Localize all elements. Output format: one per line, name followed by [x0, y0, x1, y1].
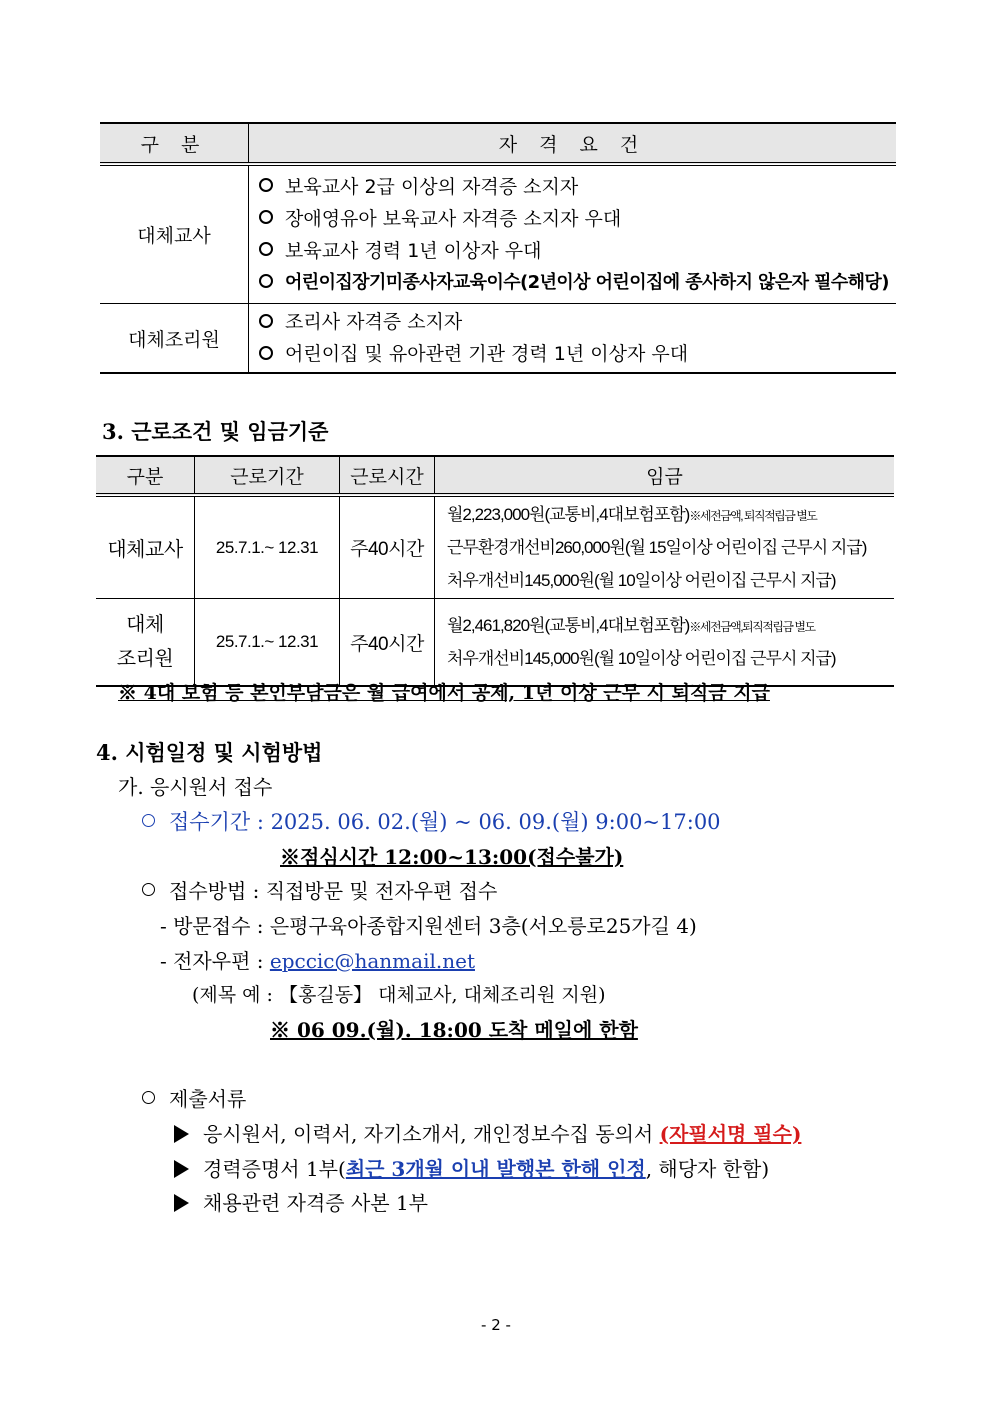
wage-extra: 처우개선비145,000원(월 10일이상 어린이집 근무시 지급) [447, 571, 836, 590]
circle-bullet-icon [259, 314, 273, 328]
circle-bullet-icon [259, 242, 273, 256]
document-item: 채용관련 자격증 사본 1부 [174, 1187, 428, 1216]
requirement-item: 조리사 자격증 소지자 [249, 306, 896, 338]
table-row [100, 164, 896, 304]
wage-main: 월2,461,820원(교통비,4대보험포함)※세전금액,퇴직적립금 별도 [447, 616, 815, 635]
requirement-item: 보육교사 2급 이상의 자격증 소지자 [249, 171, 896, 203]
row-category: 대체교사 [96, 495, 195, 599]
wage-main: 월2,223,000원(교통비,4대보험포함)※세전금액, 퇴직적립금 별도 [447, 505, 817, 524]
table-row [96, 599, 894, 687]
row-hours: 주40시간 [340, 599, 435, 687]
circle-bullet-icon [259, 274, 273, 288]
wage-footnote: ※ 4대 보험 등 본인부담금은 월 급여에서 공제, 1년 이상 근무 시 퇴직금 지급 [118, 682, 770, 704]
circle-bullet-icon [259, 346, 273, 360]
email-link[interactable]: epccic@hanmail.net [269, 949, 475, 973]
wage-extra: 처우개선비145,000원(월 10일이상 어린이집 근무시 지급) [447, 649, 836, 668]
visit-address: - 방문접수 : 은평구육아종합지원센터 3층(서오릉로25가길 4) [160, 914, 697, 938]
email-line: - 전자우편 : epccic@hanmail.net [160, 949, 475, 973]
subject-example: (제목 예 : 【홍길동】 대체교사, 대체조리원 지원) [192, 984, 606, 1006]
triangle-bullet-icon [174, 1125, 189, 1143]
section3-title: 3. 근로조건 및 임금기준 [102, 419, 329, 444]
circle-bullet-icon [259, 178, 273, 192]
document-item: 응시원서, 이력서, 자기소개서, 개인정보수집 동의서 (자필서명 필수) [174, 1118, 801, 1147]
requirement-item: 장애영유아 보육교사 자격증 소지자 우대 [249, 203, 896, 235]
requirement-item: 어린이집장기미종사자교육이수(2년이상 어린이집에 종사하지 않은자 필수해당) [249, 267, 896, 299]
header-period: 근로기간 [195, 456, 340, 495]
subsection-a-title: 가. 응시원서 접수 [118, 775, 273, 799]
header-category: 구분 [96, 456, 195, 495]
documents-title: 제출서류 [142, 1083, 246, 1112]
header-category: 구 분 [100, 123, 249, 164]
row-period: 25.7.1.~ 12.31 [195, 495, 340, 599]
qualification-table [100, 122, 896, 374]
row-hours: 주40시간 [340, 495, 435, 599]
document-item: 경력증명서 1부(최근 3개월 이내 발행본 한해 인정, 해당자 한함) [174, 1153, 769, 1182]
row-period: 25.7.1.~ 12.31 [195, 599, 340, 687]
requirement-item: 보육교사 경력 1년 이상자 우대 [249, 235, 896, 267]
header-hours: 근로시간 [340, 456, 435, 495]
wage-table [96, 455, 894, 687]
circle-bullet-icon [142, 883, 155, 896]
requirement-item: 어린이집 및 유아관련 기관 경력 1년 이상자 우대 [249, 338, 896, 370]
row-category: 대체조리원 [100, 304, 249, 374]
lunch-note: ※점심시간 12:00~13:00(접수불가) [280, 845, 624, 869]
table-row [96, 495, 894, 599]
circle-bullet-icon [142, 1091, 155, 1104]
circle-bullet-icon [142, 814, 155, 827]
page-number: - 2 - [481, 1316, 511, 1334]
triangle-bullet-icon [174, 1194, 189, 1212]
application-period: 접수기간 : 2025. 06. 02.(월) ~ 06. 09.(월) 9:00~17:00 [142, 806, 721, 836]
circle-bullet-icon [259, 210, 273, 224]
header-requirements: 자 격 요 건 [249, 123, 897, 164]
application-method: 접수방법 : 직접방문 및 전자우편 접수 [142, 875, 497, 904]
row-category: 대체교사 [100, 164, 249, 304]
table-row [100, 304, 896, 374]
triangle-bullet-icon [174, 1160, 189, 1178]
deadline-note: ※ 06 09.(월). 18:00 도착 메일에 한함 [270, 1018, 638, 1042]
header-wage: 임금 [435, 456, 895, 495]
row-category: 대체 조리원 [96, 599, 195, 687]
wage-extra: 근무환경개선비260,000원(월 15일이상 어린이집 근무시 지급) [447, 538, 867, 557]
section4-title: 4. 시험일정 및 시험방법 [96, 740, 323, 765]
